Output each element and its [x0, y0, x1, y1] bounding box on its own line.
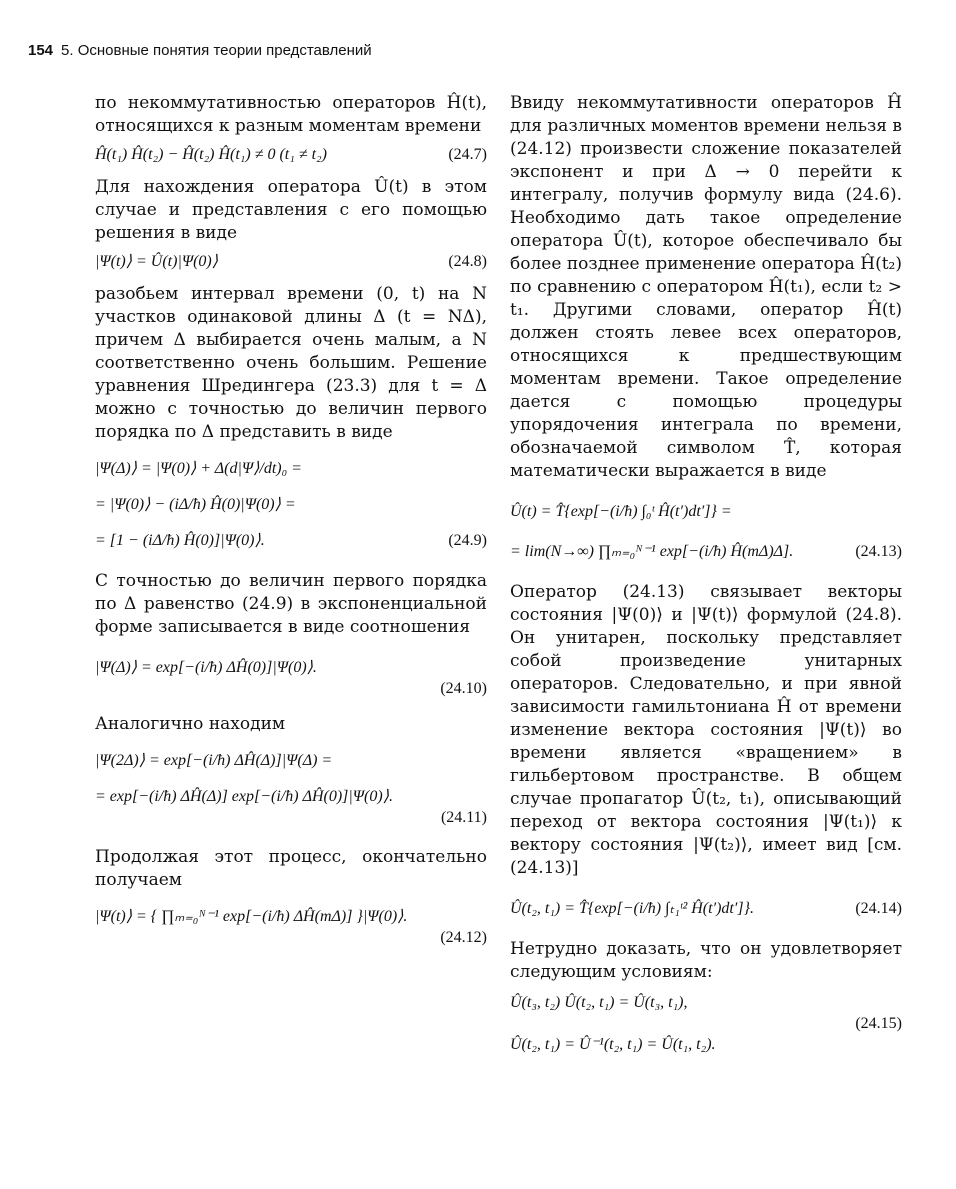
equation-number: (24.9) [448, 532, 487, 549]
equation-24-10 [95, 657, 487, 679]
equation-number: (24.15) [855, 1015, 902, 1032]
equation-24-9 [95, 530, 487, 552]
equation-text: |Ψ(Δ)⟩ = exp[−(i/ħ) ΔĤ(0)]|Ψ(0)⟩. [95, 659, 317, 676]
equation-24-11-line [95, 750, 487, 772]
equation-24-7 [95, 144, 487, 166]
right-column [510, 92, 902, 1056]
running-title: 5. Основные понятия теории представлений [61, 42, 372, 59]
equation-text: = |Ψ(0)⟩ − (iΔ/ħ) Ĥ(0)|Ψ(0)⟩ = [95, 496, 296, 513]
paragraph: С точностью до величин первого порядка по Δ равенство (24.9) в экспоненциальной форме записывается в виде соотношения [95, 571, 487, 637]
equation-number: (24.11) [440, 809, 487, 826]
equation-24-12 [95, 906, 487, 928]
equation-text: Û(t₃, t₂) Û(t₂, t₁) = Û(t₃, t₁), [510, 994, 688, 1011]
equation-text: Û(t₂, t₁) = T̂{exp[−(i/ħ) ∫ₜ₁ᵗ² Ĥ(t′)dt′]}. [510, 900, 754, 917]
equation-24-15-line [510, 992, 902, 1014]
equation-24-14 [510, 898, 902, 920]
paragraph: Продолжая этот процесс, окончательно получаем [95, 847, 487, 890]
equation-text: Û(t₂, t₁) = Û⁻¹(t₂, t₁) = Û(t₁, t₂). [510, 1036, 716, 1053]
equation-text: Û(t) = T̂{exp[−(i/ħ) ∫₀ᵗ Ĥ(t′)dt′]} = [510, 503, 732, 520]
left-column [95, 92, 487, 948]
paragraph: Ввиду некоммутативности операторов Ĥ для различных моментов времени нельзя в (24.12) произвести сложение показателей экспонент и при Δ → 0 перейти к интегралу, получив формулу вида (24.6). Необходимо дать такое определение оператора Û(t), которое обеспечивало бы более позднее применение оператора Ĥ(t₂) по сравнению с оператором Ĥ(t₁), если t₂ > t₁. Другими словами, оператор Ĥ(t) должен стоять левее всех операторов, относящихся к предшествующим моментам времени. Такое определение дается с помощью процедуры упорядочения интеграла по времени, обозначаемой символом T̂, которая математически выражается в виде [510, 93, 902, 481]
equation-number: (24.8) [448, 253, 487, 270]
equation-24-11 [95, 786, 487, 808]
paragraph: Аналогично находим [95, 714, 286, 734]
equation-24-15-line [510, 1034, 902, 1056]
paragraph: по некоммутативностью операторов Ĥ(t), относящихся к разным моментам времени [95, 93, 487, 136]
equation-24-13-line [510, 501, 902, 523]
equation-text: |Ψ(t)⟩ = { ∏ₘ₌₀ᴺ⁻¹ exp[−(i/ħ) ΔĤ(mΔ)] }|Ψ(0)⟩. [95, 908, 408, 925]
equation-number: (24.12) [440, 929, 487, 946]
equation-number: (24.7) [448, 146, 487, 163]
equation-number: (24.10) [440, 680, 487, 697]
equation-24-8 [95, 251, 487, 273]
equation-number: (24.14) [855, 900, 902, 917]
equation-text: |Ψ(t)⟩ = Û(t)|Ψ(0)⟩ [95, 253, 218, 270]
equation-24-9-line [95, 458, 487, 480]
equation-24-9-line [95, 494, 487, 516]
paragraph: Оператор (24.13) связывает векторы состояния |Ψ(0)⟩ и |Ψ(t)⟩ формулой (24.8). Он унитарен, поскольку представляет собой произведение унитарных операторов. Следовательно, и при явной зависимости гамильтониана Ĥ от времени изменение вектора состояния |Ψ(t)⟩ во времени является «вращением» в гильбертовом пространстве. В общем случае пропагатор Û(t₂, t₁), описывающий переход от вектора состояния |Ψ(t₁)⟩ к вектору состояния |Ψ(t₂)⟩, имеет вид [см. (24.13)] [510, 582, 902, 878]
equation-24-13 [510, 541, 902, 563]
equation-text: = [1 − (iΔ/ħ) Ĥ(0)]|Ψ(0)⟩. [95, 532, 265, 549]
equation-text: = lim(N→∞) ∏ₘ₌₀ᴺ⁻¹ exp[−(i/ħ) Ĥ(mΔ)Δ]. [510, 543, 794, 560]
equation-text: Ĥ(t₁) Ĥ(t₂) − Ĥ(t₂) Ĥ(t₁) ≠ 0 (t₁ ≠ t₂) [95, 146, 327, 163]
equation-number: (24.13) [855, 543, 902, 560]
equation-text: |Ψ(Δ)⟩ = |Ψ(0)⟩ + Δ(d|Ψ⟩/dt)₀ = [95, 460, 302, 477]
paragraph: разобьем интервал времени (0, t) на N участков одинаковой длины Δ (t = NΔ), причем Δ выбирается очень малым, а N соответственно очень большим. Решение уравнения Шредингера (23.3) для t = Δ можно с точностью до величин первого порядка по Δ представить в виде [95, 284, 487, 442]
running-header [28, 42, 372, 59]
equation-text: |Ψ(2Δ)⟩ = exp[−(i/ħ) ΔĤ(Δ)]|Ψ(Δ) = [95, 752, 333, 769]
equation-text: = exp[−(i/ħ) ΔĤ(Δ)] exp[−(i/ħ) ΔĤ(0)]|Ψ(0)⟩. [95, 788, 393, 805]
page-number: 154 [28, 42, 54, 59]
paragraph: Для нахождения оператора Û(t) в этом случае и представления с его помощью решения в виде [95, 177, 487, 243]
paragraph: Нетрудно доказать, что он удовлетворяет следующим условиям: [510, 939, 902, 982]
